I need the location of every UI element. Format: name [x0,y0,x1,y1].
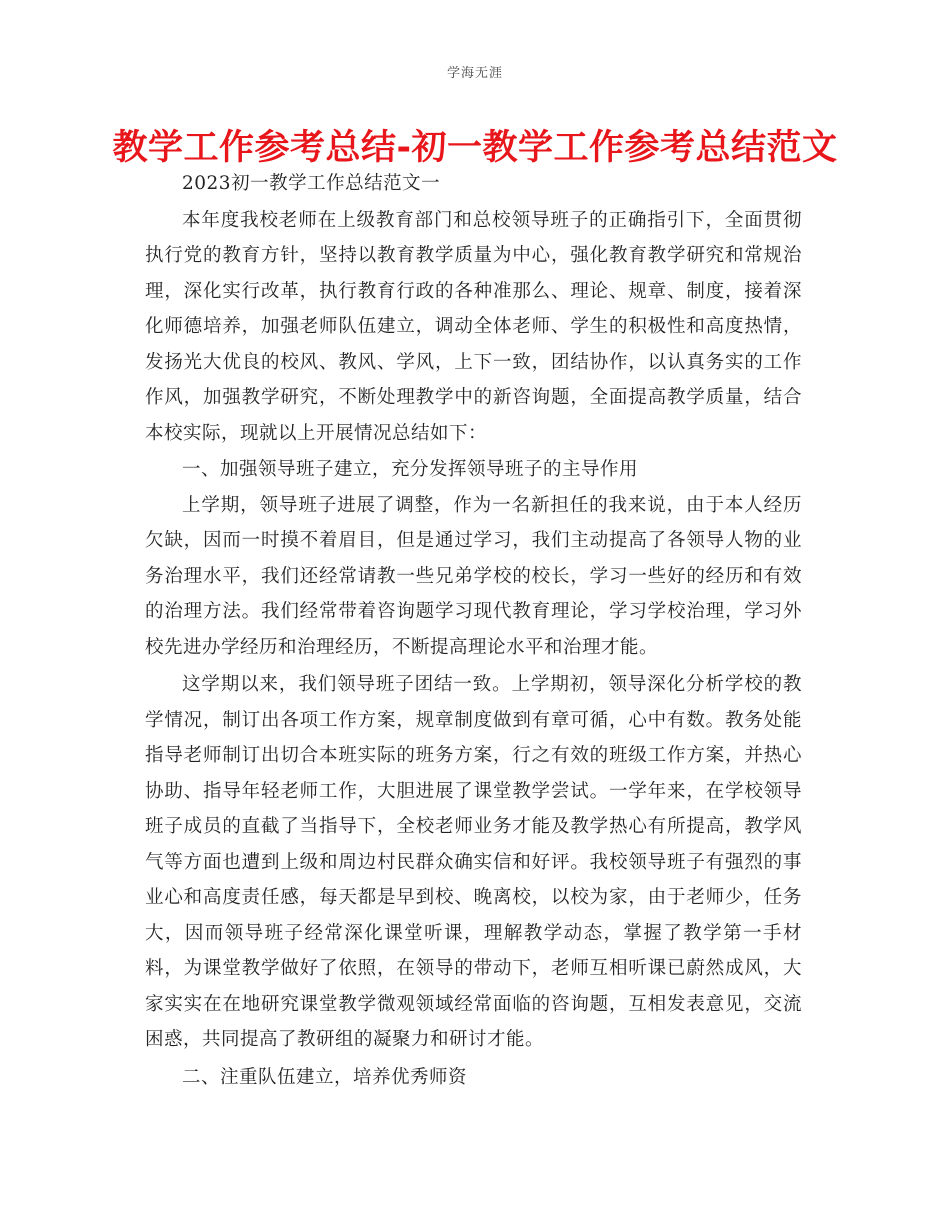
document-body [145,166,802,1095]
paragraph-semester: 这学期以来，我们领导班子团结一致。上学期初，领导深化分析学校的教学情况，制订出各项工作方案，规章制度做到有章可循，心中有数。教务处能指导老师制订出切合本班实际的班务方案，行之有效的班级工作方案，并热心协助、指导年轻老师工作，大胆进展了课堂教学尝试。一学年来，在学校领导班子成员的直截了当指导下，全校老师业务才能及教学热心有所提高，教学风气等方面也遭到上级和周边村民群众确实信和好评。我校领导班子有强烈的事业心和高度责任感，每天都是早到校、晚离校，以校为家，由于老师少，任务大，因而领导班子经常深化课堂听课，理解教学动态，掌握了教学第一手材料，为课堂教学做好了依照，在领导的带动下，老师互相听课已蔚然成风，大家实实在在地研究课堂教学微观领域经常面临的咨询题，互相发表意见，交流困惑，共同提高了教研组的凝聚力和研讨才能。 [145,674,802,1050]
section-heading-1: 一、加强领导班子建立，充分发挥领导班子的主导作用 [182,459,639,480]
document-subtitle: 2023初一教学工作总结范文一 [182,173,441,194]
header-note: 学海无涯 [446,66,503,81]
document-title: 教学工作参考总结-初一教学工作参考总结范文 [112,128,838,168]
section-heading-2: 二、注重队伍建立，培养优秀师资 [182,1066,468,1088]
paragraph-leadership: 上学期，领导班子进展了调整，作为一名新担任的我来说，由于本人经历欠缺，因而一时摸不着眉目，但是通过学习，我们主动提高了各领导人物的业务治理水平，我们还经常请教一些兄弟学校的校长，学习一些好的经历和有效的治理方法。我们经常带着咨询题学习现代教育理论，学习学校治理，学习外校先进办学经历和治理经历，不断提高理论水平和治理才能。 [145,494,802,658]
paragraph-intro: 本年度我校老师在上级教育部门和总校领导班子的正确指引下，全面贯彻执行党的教育方针，坚持以教育教学质量为中心，强化教育教学研究和常规治理，深化实行改革，执行教育行政的各种准那么、理论、规章、制度，接着深化师德培养，加强老师队伍建立，调动全体老师、学生的积极性和高度热情，发扬光大优良的校风、教风、学风，上下一致，团结协作，以认真务实的工作作风，加强教学研究，不断处理教学中的新咨询题，全面提高教学质量，结合本校实际，现就以上开展情况总结如下： [145,209,802,444]
